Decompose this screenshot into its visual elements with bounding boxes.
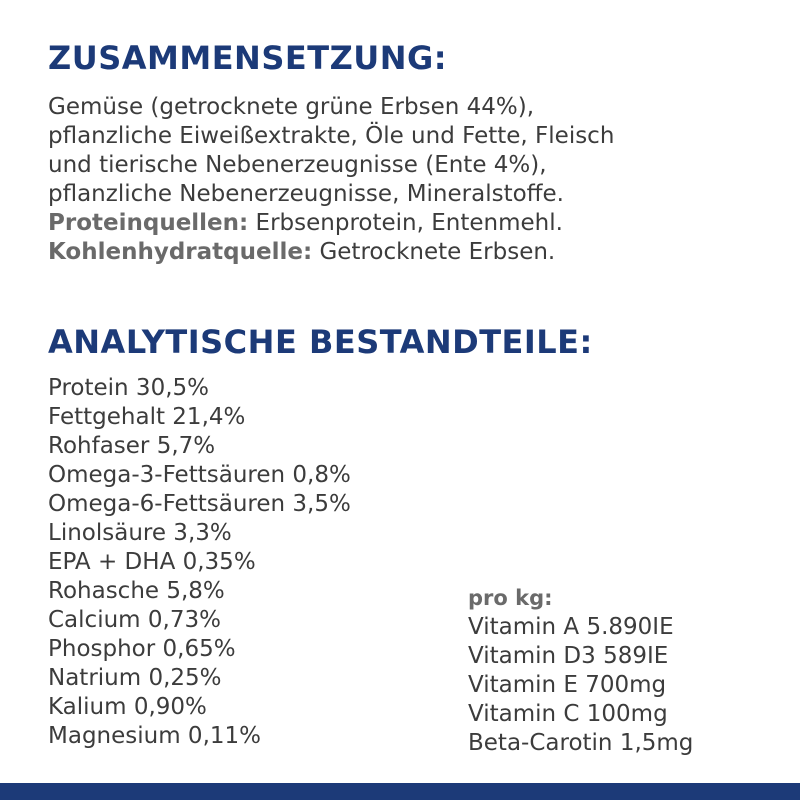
list-item: Calcium 0,73% bbox=[48, 607, 221, 633]
per-kg-label: pro kg: bbox=[468, 586, 553, 610]
list-item: Omega-3-Fettsäuren 0,8% bbox=[48, 462, 351, 488]
list-item: Magnesium 0,11% bbox=[48, 723, 261, 749]
list-item: Rohfaser 5,7% bbox=[48, 433, 216, 459]
analytic-heading: ANALYTISCHE BESTANDTEILE: bbox=[48, 323, 593, 361]
list-item: Vitamin C 100mg bbox=[468, 701, 668, 727]
list-item: Protein 30,5% bbox=[48, 375, 209, 401]
composition-line: und tierische Nebenerzeugnisse (Ente 4%), bbox=[48, 152, 547, 178]
list-item: Phosphor 0,65% bbox=[48, 636, 236, 662]
analytic-list bbox=[48, 374, 351, 751]
list-item: Vitamin A 5.890IE bbox=[468, 614, 674, 640]
composition-heading: ZUSAMMENSETZUNG: bbox=[48, 39, 448, 77]
per-kg-section bbox=[468, 584, 693, 758]
carb-source-label: Kohlenhydratquelle: bbox=[48, 239, 313, 265]
composition-text bbox=[48, 93, 788, 267]
composition-line: pflanzliche Eiweißextrakte, Öle und Fette, Fleisch bbox=[48, 123, 615, 149]
protein-sources-line bbox=[48, 209, 788, 238]
list-item: Linolsäure 3,3% bbox=[48, 520, 232, 546]
list-item: Beta-Carotin 1,5mg bbox=[468, 730, 694, 756]
bottom-bar bbox=[0, 783, 800, 800]
list-item: Vitamin E 700mg bbox=[468, 672, 667, 698]
list-item: EPA + DHA 0,35% bbox=[48, 549, 256, 575]
list-item: Vitamin D3 589IE bbox=[468, 643, 669, 669]
list-item: Rohasche 5,8% bbox=[48, 578, 225, 604]
composition-line: Gemüse (getrocknete grüne Erbsen 44%), bbox=[48, 94, 535, 120]
protein-sources-label: Proteinquellen: bbox=[48, 210, 249, 236]
list-item: Omega-6-Fettsäuren 3,5% bbox=[48, 491, 351, 517]
list-item: Natrium 0,25% bbox=[48, 665, 222, 691]
carb-source-value: Getrocknete Erbsen. bbox=[312, 239, 556, 265]
carb-source-line bbox=[48, 238, 788, 267]
composition-line: pflanzliche Nebenerzeugnisse, Mineralstoffe. bbox=[48, 181, 564, 207]
list-item: Fettgehalt 21,4% bbox=[48, 404, 246, 430]
list-item: Kalium 0,90% bbox=[48, 694, 207, 720]
protein-sources-value: Erbsenprotein, Entenmehl. bbox=[248, 210, 563, 236]
vitamin-list bbox=[468, 613, 693, 758]
